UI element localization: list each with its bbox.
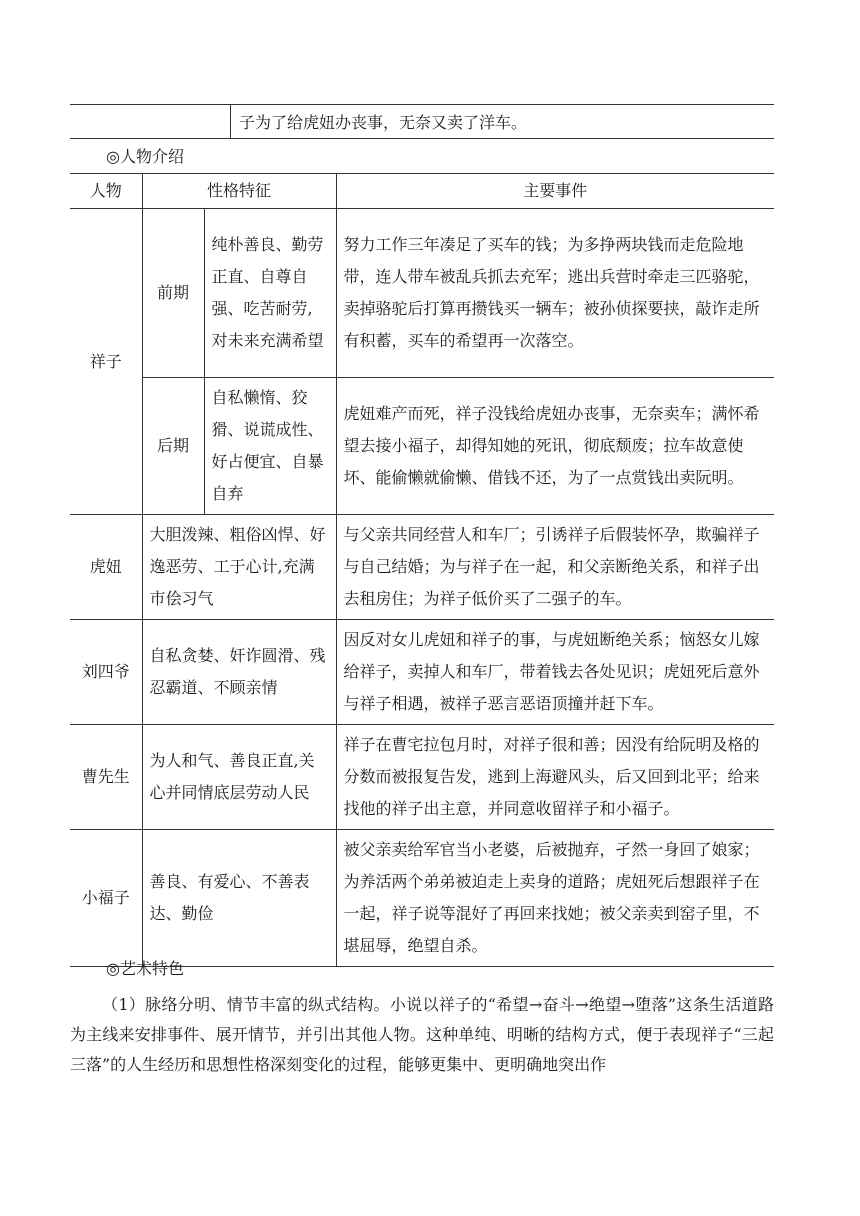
character-traits: 为人和气、善良正直,关心并同情底层劳动人民 (142, 725, 336, 830)
character-events: 被父亲卖给军官当小老婆，后被抛弃，孑然一身回了娘家；为养活两个弟弟被迫走上卖身的道路；虎妞死后想跟祥子在一起，祥子说等混好了再回来找她；被父亲卖到窑子里，不堪屈辱，绝望自杀。 (336, 830, 774, 967)
table-row (70, 620, 774, 725)
character-name: 刘四爷 (70, 620, 142, 725)
column-header-character: 人物 (70, 174, 142, 209)
table-cell (70, 105, 231, 139)
character-name: 曹先生 (70, 725, 142, 830)
table-row (70, 378, 774, 515)
body-paragraph: （1）脉络分明、情节丰富的纵式结构。小说以祥子的“希望→奋斗→绝望→堕落”这条生活道路为主线来安排事件、展开情节，并引出其他人物。这种单纯、明晰的结构方式，便于表现祥子“三起三落”的人生经历和思想性格深刻变化的过程，能够更集中、更明确地突出作 (70, 995, 774, 1074)
character-traits: 纯朴善良、勤劳正直、自尊自强、吃苦耐劳,对未来充满希望 (204, 209, 336, 378)
character-name: 祥子 (70, 209, 142, 515)
character-traits: 自私贪婪、奸诈圆滑、残忍霸道、不顾亲情 (142, 620, 336, 725)
table-header-row (70, 174, 774, 209)
character-table (70, 173, 774, 967)
period-label: 前期 (142, 209, 204, 378)
column-header-events: 主要事件 (336, 174, 774, 209)
character-traits: 自私懒惰、狡猾、说谎成性、好占便宜、自暴自弃 (204, 378, 336, 515)
character-traits: 善良、有爱心、不善表达、勤俭 (142, 830, 336, 967)
section-heading-art: ◎艺术特色 (106, 959, 184, 978)
continued-table (70, 104, 774, 139)
character-events: 努力工作三年凑足了买车的钱；为多挣两块钱而走危险地带，连人带车被乱兵抓去充军；逃出兵营时牵走三匹骆驼，卖掉骆驼后打算再攒钱买一辆车；被孙侦探要挟，敲诈走所有积蓄，买车的希望再一次落空。 (336, 209, 774, 378)
table-row (70, 725, 774, 830)
period-label: 后期 (142, 378, 204, 515)
table-cell: 子为了给虎妞办丧事，无奈又卖了洋车。 (231, 105, 775, 139)
character-events: 因反对女儿虎妞和祥子的事，与虎妞断绝关系；恼怒女儿嫁给祥子，卖掉人和车厂，带着钱去各处见识；虎妞死后意外与祥子相遇，被祥子恶言恶语顶撞并赶下车。 (336, 620, 774, 725)
character-traits: 大胆泼辣、粗俗凶悍、好逸恶劳、工于心计,充满市侩习气 (142, 515, 336, 620)
character-name: 小福子 (70, 830, 142, 967)
column-header-traits: 性格特征 (142, 174, 336, 209)
table-row (70, 209, 774, 378)
section-heading-characters: ◎人物介绍 (106, 147, 184, 166)
character-events: 与父亲共同经营人和车厂；引诱祥子后假装怀孕，欺骗祥子与自己结婚；为与祥子在一起，和父亲断绝关系，和祥子出去租房住；为祥子低价买了二强子的车。 (336, 515, 774, 620)
table-row (70, 515, 774, 620)
character-name: 虎妞 (70, 515, 142, 620)
character-events: 祥子在曹宅拉包月时，对祥子很和善；因没有给阮明及格的分数而被报复告发，逃到上海避风头，后又回到北平；给来找他的祥子出主意，并同意收留祥子和小福子。 (336, 725, 774, 830)
character-events: 虎妞难产而死，祥子没钱给虎妞办丧事，无奈卖车；满怀希望去接小福子，却得知她的死讯，彻底颓废；拉车故意使坏、能偷懒就偷懒、借钱不还，为了一点赏钱出卖阮明。 (336, 378, 774, 515)
table-row (70, 830, 774, 967)
table-row (70, 105, 774, 139)
